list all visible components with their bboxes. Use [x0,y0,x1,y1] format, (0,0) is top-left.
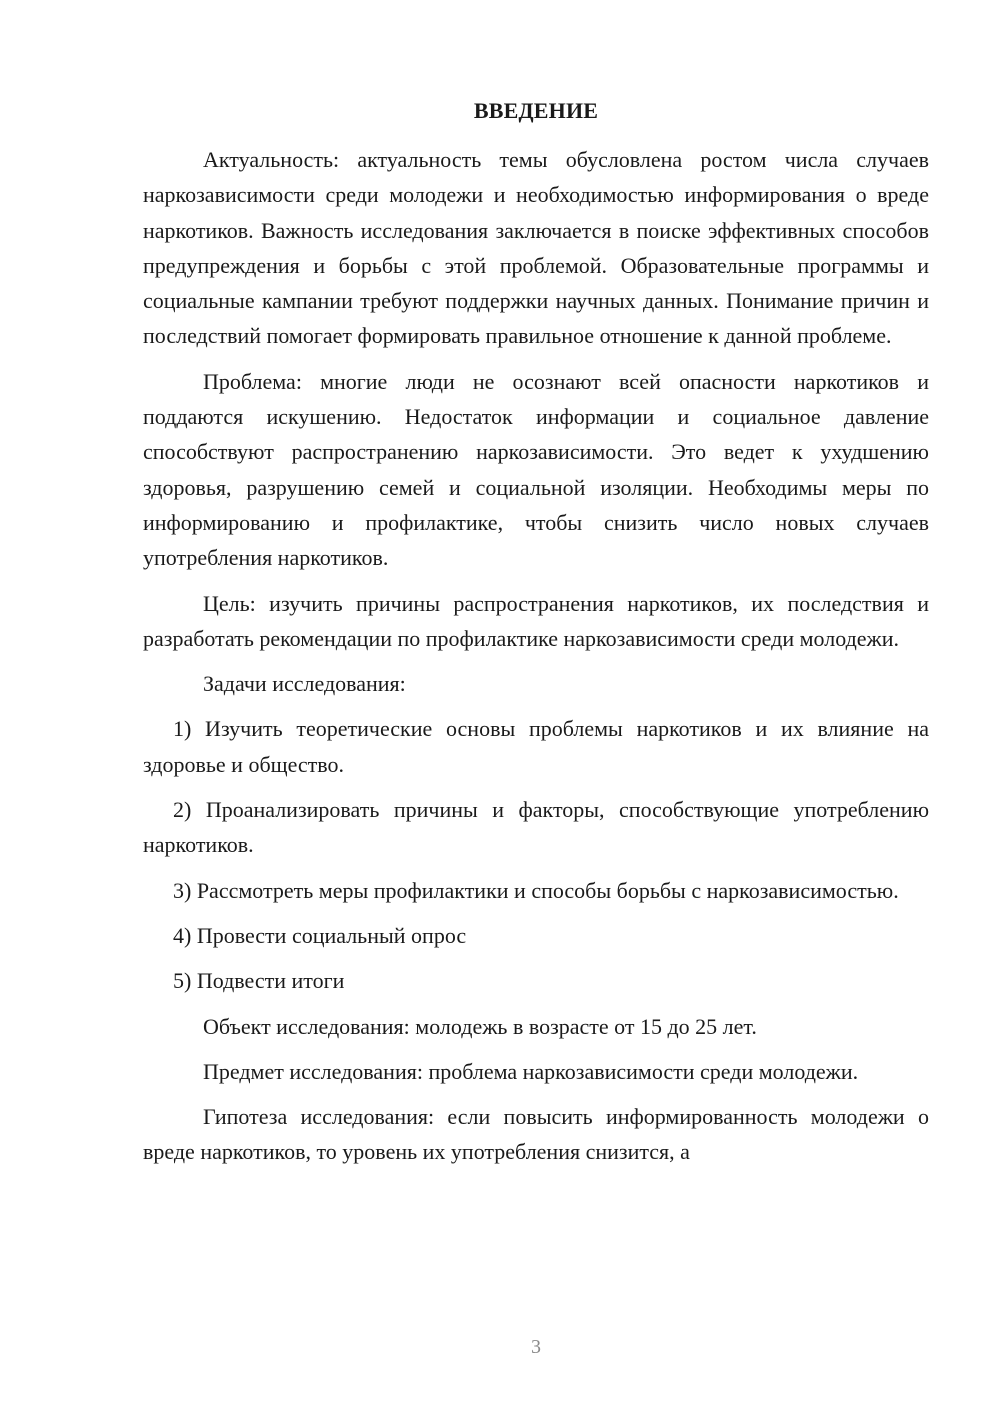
tasks-heading: Задачи исследования: [203,671,406,697]
task-item: 4) Провести социальный опрос [173,922,467,948]
hypothesis-paragraph: Гипотеза исследования: если повысить информированность молодежи о вреде наркотиков, то уровень их употребления снизится, а [143,1104,929,1165]
task-item: 1) Изучить теоретические основы проблемы наркотиков и их влияние на здоровье и общество. [143,716,929,777]
document-body [143,142,929,1170]
subject-paragraph: Предмет исследования: проблема наркозависимости среди молодежи. [203,1058,859,1084]
problem-paragraph: Проблема: многие люди не осознают всей опасности наркотиков и поддаются искушению. Недостаток информации и социальное давление способствуют распространению наркозависимости. Это ведет к ухудшению здоровья, разрушению семей и социальной изоляции. Необходимы меры по информированию и профилактике, чтобы снизить число новых случаев употребления наркотиков. [143,368,929,571]
object-paragraph: Объект исследования: молодежь в возрасте от 15 до 25 лет. [203,1013,757,1039]
page-number: 3 [531,1336,541,1358]
section-heading: ВВЕДЕНИЕ [473,98,599,123]
goal-paragraph: Цель: изучить причины распространения наркотиков, их последствия и разработать рекомендации по профилактике наркозависимости среди молодежи. [143,590,929,651]
relevance-paragraph: Актуальность: актуальность темы обусловлена ростом числа случаев наркозависимости среди молодежи и необходимостью информирования о вреде наркотиков. Важность исследования заключается в поиске эффективных способов предупреждения и борьбы с этой проблемой. Образовательные программы и социальные кампании требуют поддержки научных данных. Понимание причин и последствий помогает формировать правильное отношение к данной проблеме. [143,147,929,349]
task-item: 3) Рассмотреть меры профилактики и способы борьбы с наркозависимостью. [173,877,899,903]
task-item: 2) Проанализировать причины и факторы, способствующие употреблению наркотиков. [143,797,929,858]
task-item: 5) Подвести итоги [173,968,345,994]
